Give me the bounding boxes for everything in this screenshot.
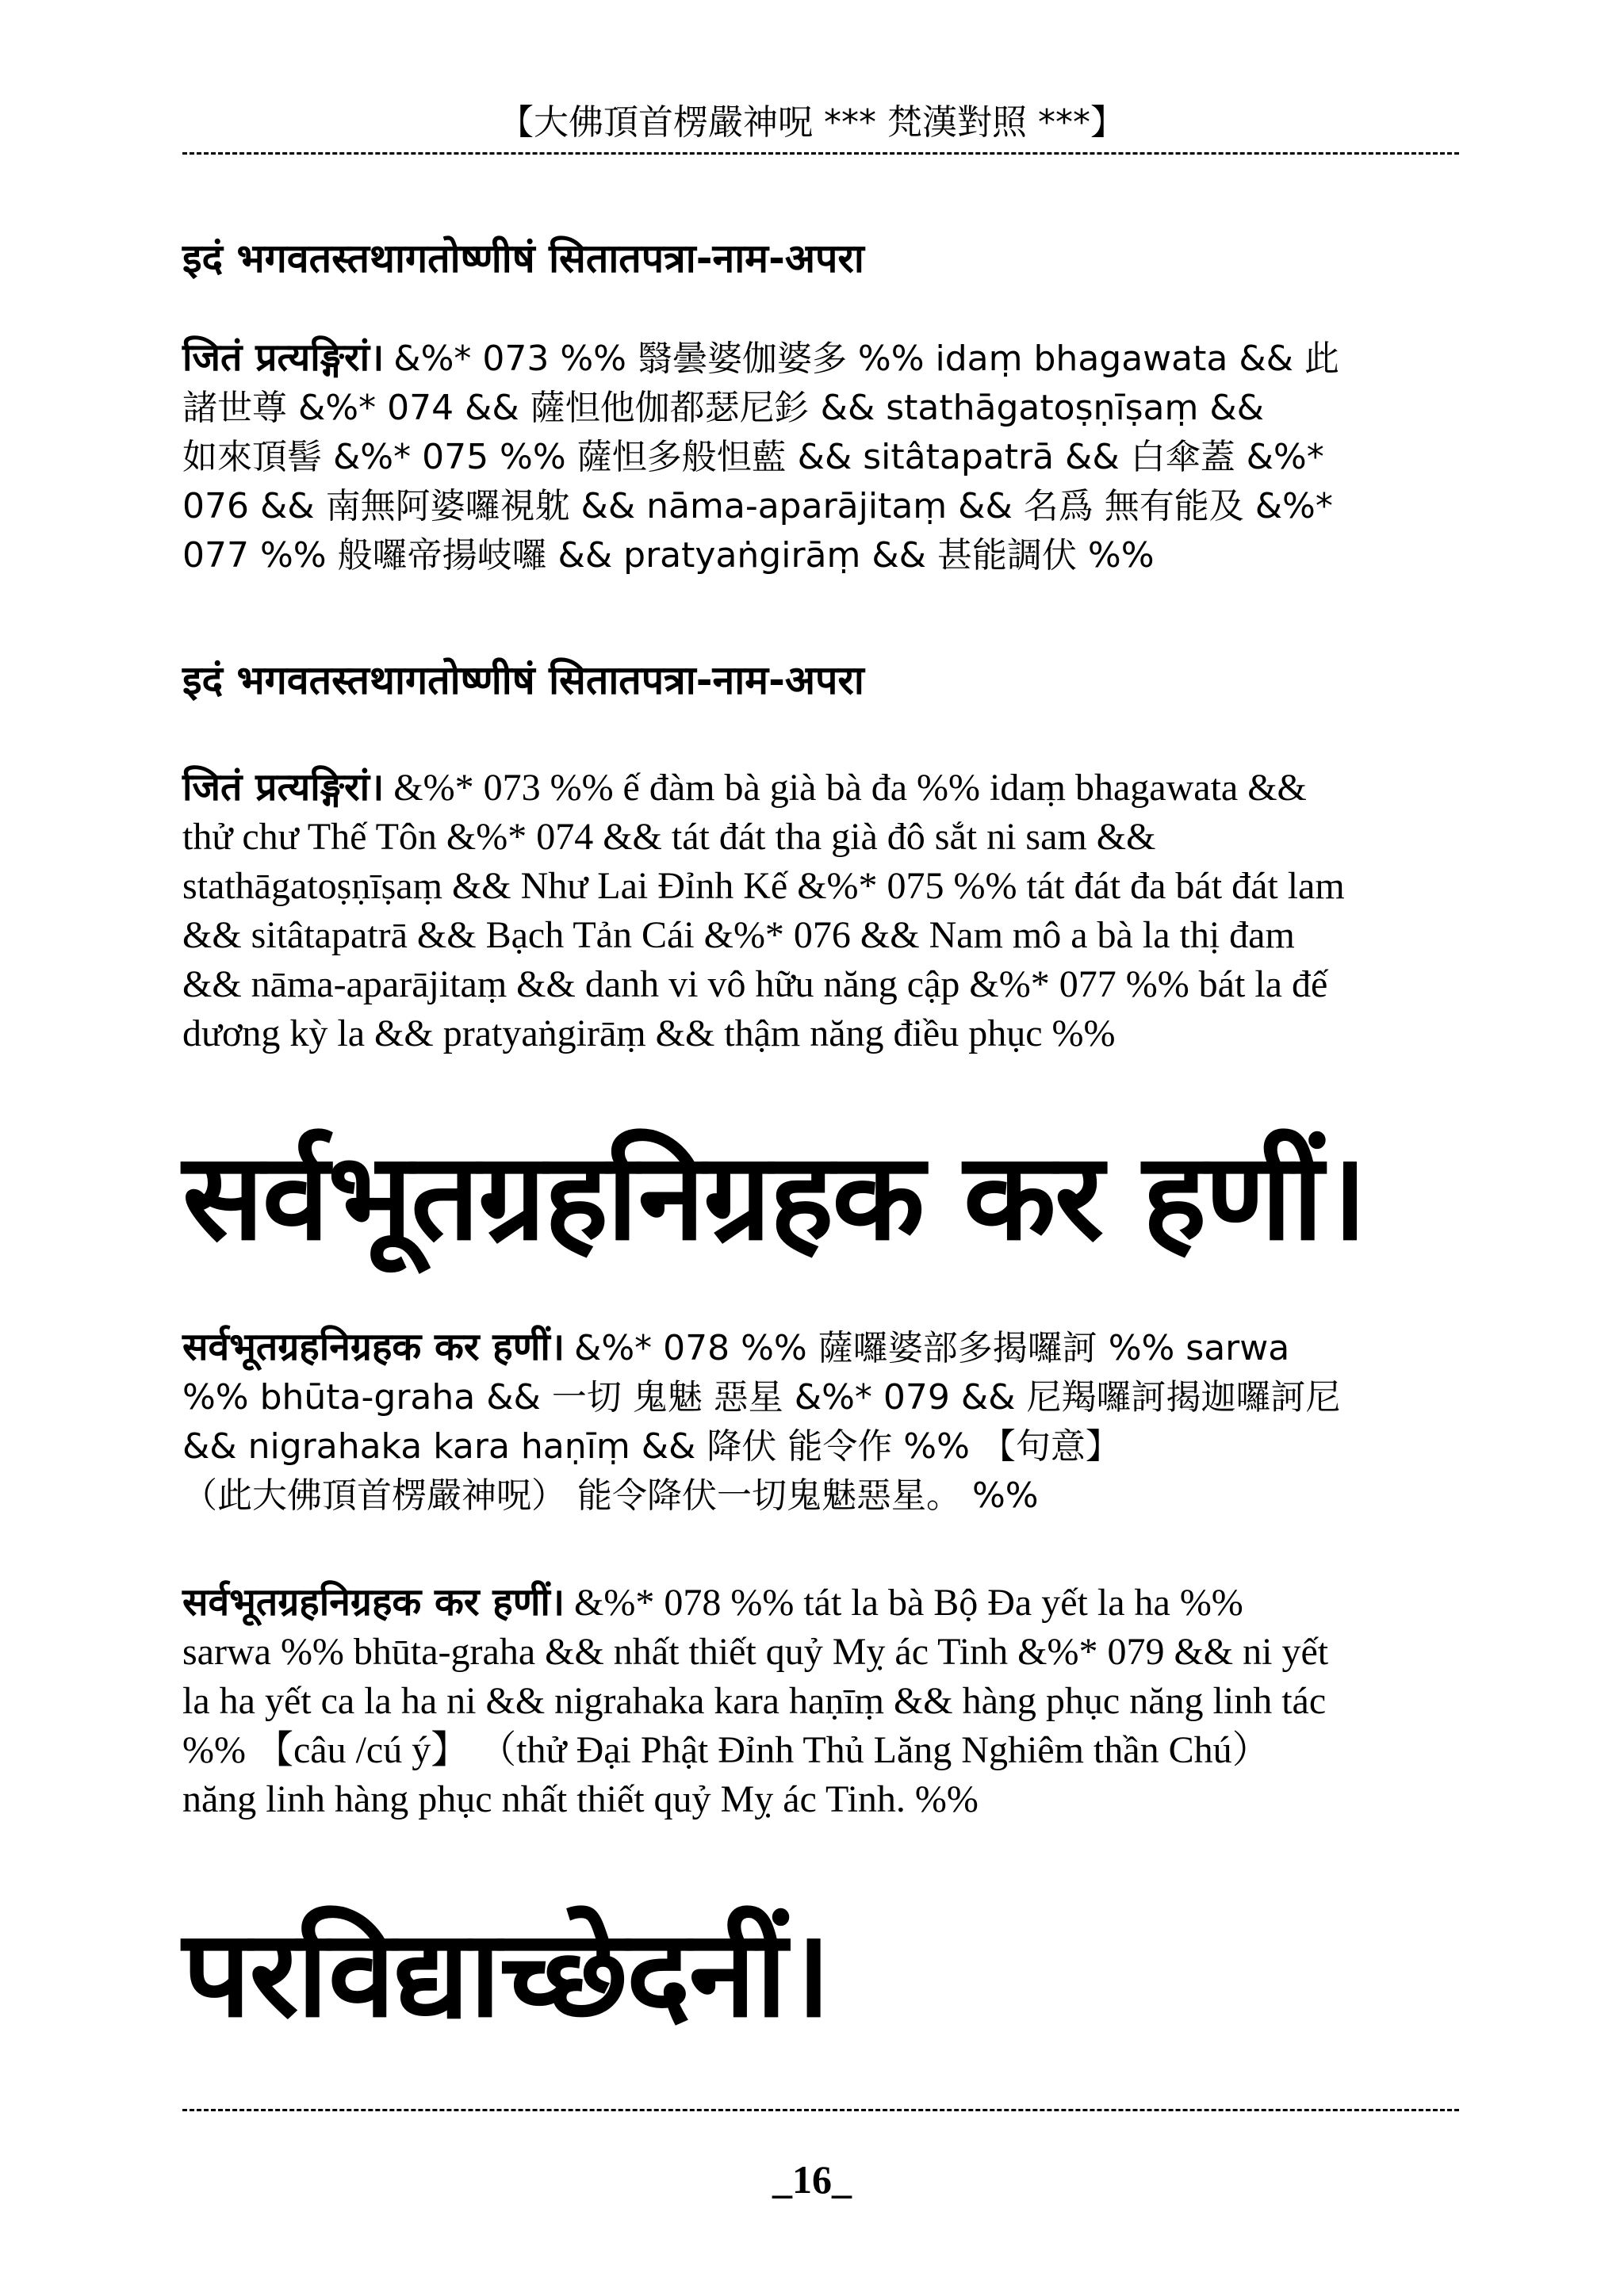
header-divider	[182, 152, 1459, 155]
para-line: &%* 073 %% ế đàm bà già bà đa %% idaṃ bhagawata &&	[393, 767, 1307, 809]
para-line: sarwa %% bhūta-graha && nhất thiết quỷ Mỵ ác Tinh &%* 079 && ni yết	[182, 1631, 1329, 1673]
sanskrit-verse-large: सर्वभूतग्रहनिग्रहक कर हणीं।	[182, 1127, 1366, 1267]
para-line: %% 【câu /cú ý】 （thử Đại Phật Đỉnh Thủ Lăng Nghiêm thần Chú）	[182, 1729, 1270, 1771]
para-line: thử chư Thế Tôn &%* 074 && tát đát tha già đô sắt ni sam &&	[182, 816, 1156, 858]
sanskrit-title: इदं भगवतस्तथागतोष्णीषं सितातपत्रा-नाम-अपरा	[182, 235, 864, 281]
para-line: 諸世尊 &%* 074 && 薩怛他伽都瑟尼釤 && stathāgatoṣṇīṣaṃ &&	[182, 388, 1264, 428]
para-line: && sitâtapatrā && Bạch Tản Cái &%* 076 && Nam mô a bà la thị đam	[182, 914, 1295, 956]
para-line: 077 %% 般囉帝揚岐囉 && pratyaṅgirāṃ && 甚能調伏 %%	[182, 535, 1155, 576]
vietnamese-paragraph	[182, 1578, 1467, 1824]
para-line: （此大佛頂首楞嚴神呪） 能令降伏一切鬼魅惡星。 %%	[182, 1475, 1039, 1516]
para-line: stathāgatoṣṇīṣaṃ && Như Lai Đỉnh Kế &%* 075 %% tát đát đa bát đát lam	[182, 865, 1345, 907]
chinese-paragraph	[182, 333, 1467, 580]
sanskrit-lead: सर्वभूतग्रहनिग्रहक कर हणीं।	[182, 1580, 565, 1624]
para-line: && nāma-aparājitaṃ && danh vi vô hữu năng cập &%* 077 %% bát la đế	[182, 963, 1328, 1005]
para-line: la ha yết ca la ha ni && nigrahaka kara haṇīṃ && hàng phục năng linh tác	[182, 1680, 1327, 1722]
sanskrit-lead: जितं प्रत्यङ्गिरां।	[182, 335, 385, 380]
sanskrit-lead: जितं प्रत्यङ्गिरां।	[182, 765, 385, 809]
chinese-paragraph	[182, 1322, 1467, 1521]
vietnamese-paragraph	[182, 763, 1467, 1058]
sanskrit-verse-large: परविद्याच्छेदनीं।	[182, 1904, 830, 2044]
para-line: 076 && 南無阿婆囉視躭 && nāma-aparājitaṃ && 名爲 無有能及 &%*	[182, 486, 1333, 526]
footer-divider	[182, 2109, 1459, 2111]
para-line: 如來頂髻 &%* 075 %% 薩怛多般怛藍 && sitâtapatrā && 白傘蓋 &%*	[182, 437, 1324, 477]
para-line: &%* 078 %% 薩囉婆部多揭囉訶 %% sarwa	[574, 1328, 1290, 1368]
page-number: _16_	[772, 2157, 852, 2202]
para-line: &%* 073 %% 翳曇婆伽婆多 %% idaṃ bhagawata && 此	[393, 339, 1339, 379]
para-line: dương kỳ la && pratyaṅgirāṃ && thậm năng điều phục %%	[182, 1012, 1116, 1054]
para-line: %% bhūta-graha && 一切 鬼魅 惡星 &%* 079 && 尼羯囉訶揭迦囉訶尼	[182, 1377, 1341, 1418]
sanskrit-title: इदं भगवतस्तथागतोष्णीषं सितातपत्रा-नाम-अपरा	[182, 657, 864, 703]
page-header: 【大佛頂首楞嚴神呪 *** 梵漢對照 ***】	[499, 102, 1125, 143]
sanskrit-lead: सर्वभूतग्रहनिग्रहक कर हणीं।	[182, 1325, 565, 1369]
para-line: năng linh hàng phục nhất thiết quỷ Mỵ ác Tinh. %%	[182, 1778, 979, 1820]
para-line: && nigrahaka kara haṇīṃ && 降伏 能令作 %% 【句意】	[182, 1426, 1120, 1467]
para-line: &%* 078 %% tát la bà Bộ Đa yết la ha %%	[574, 1582, 1243, 1624]
